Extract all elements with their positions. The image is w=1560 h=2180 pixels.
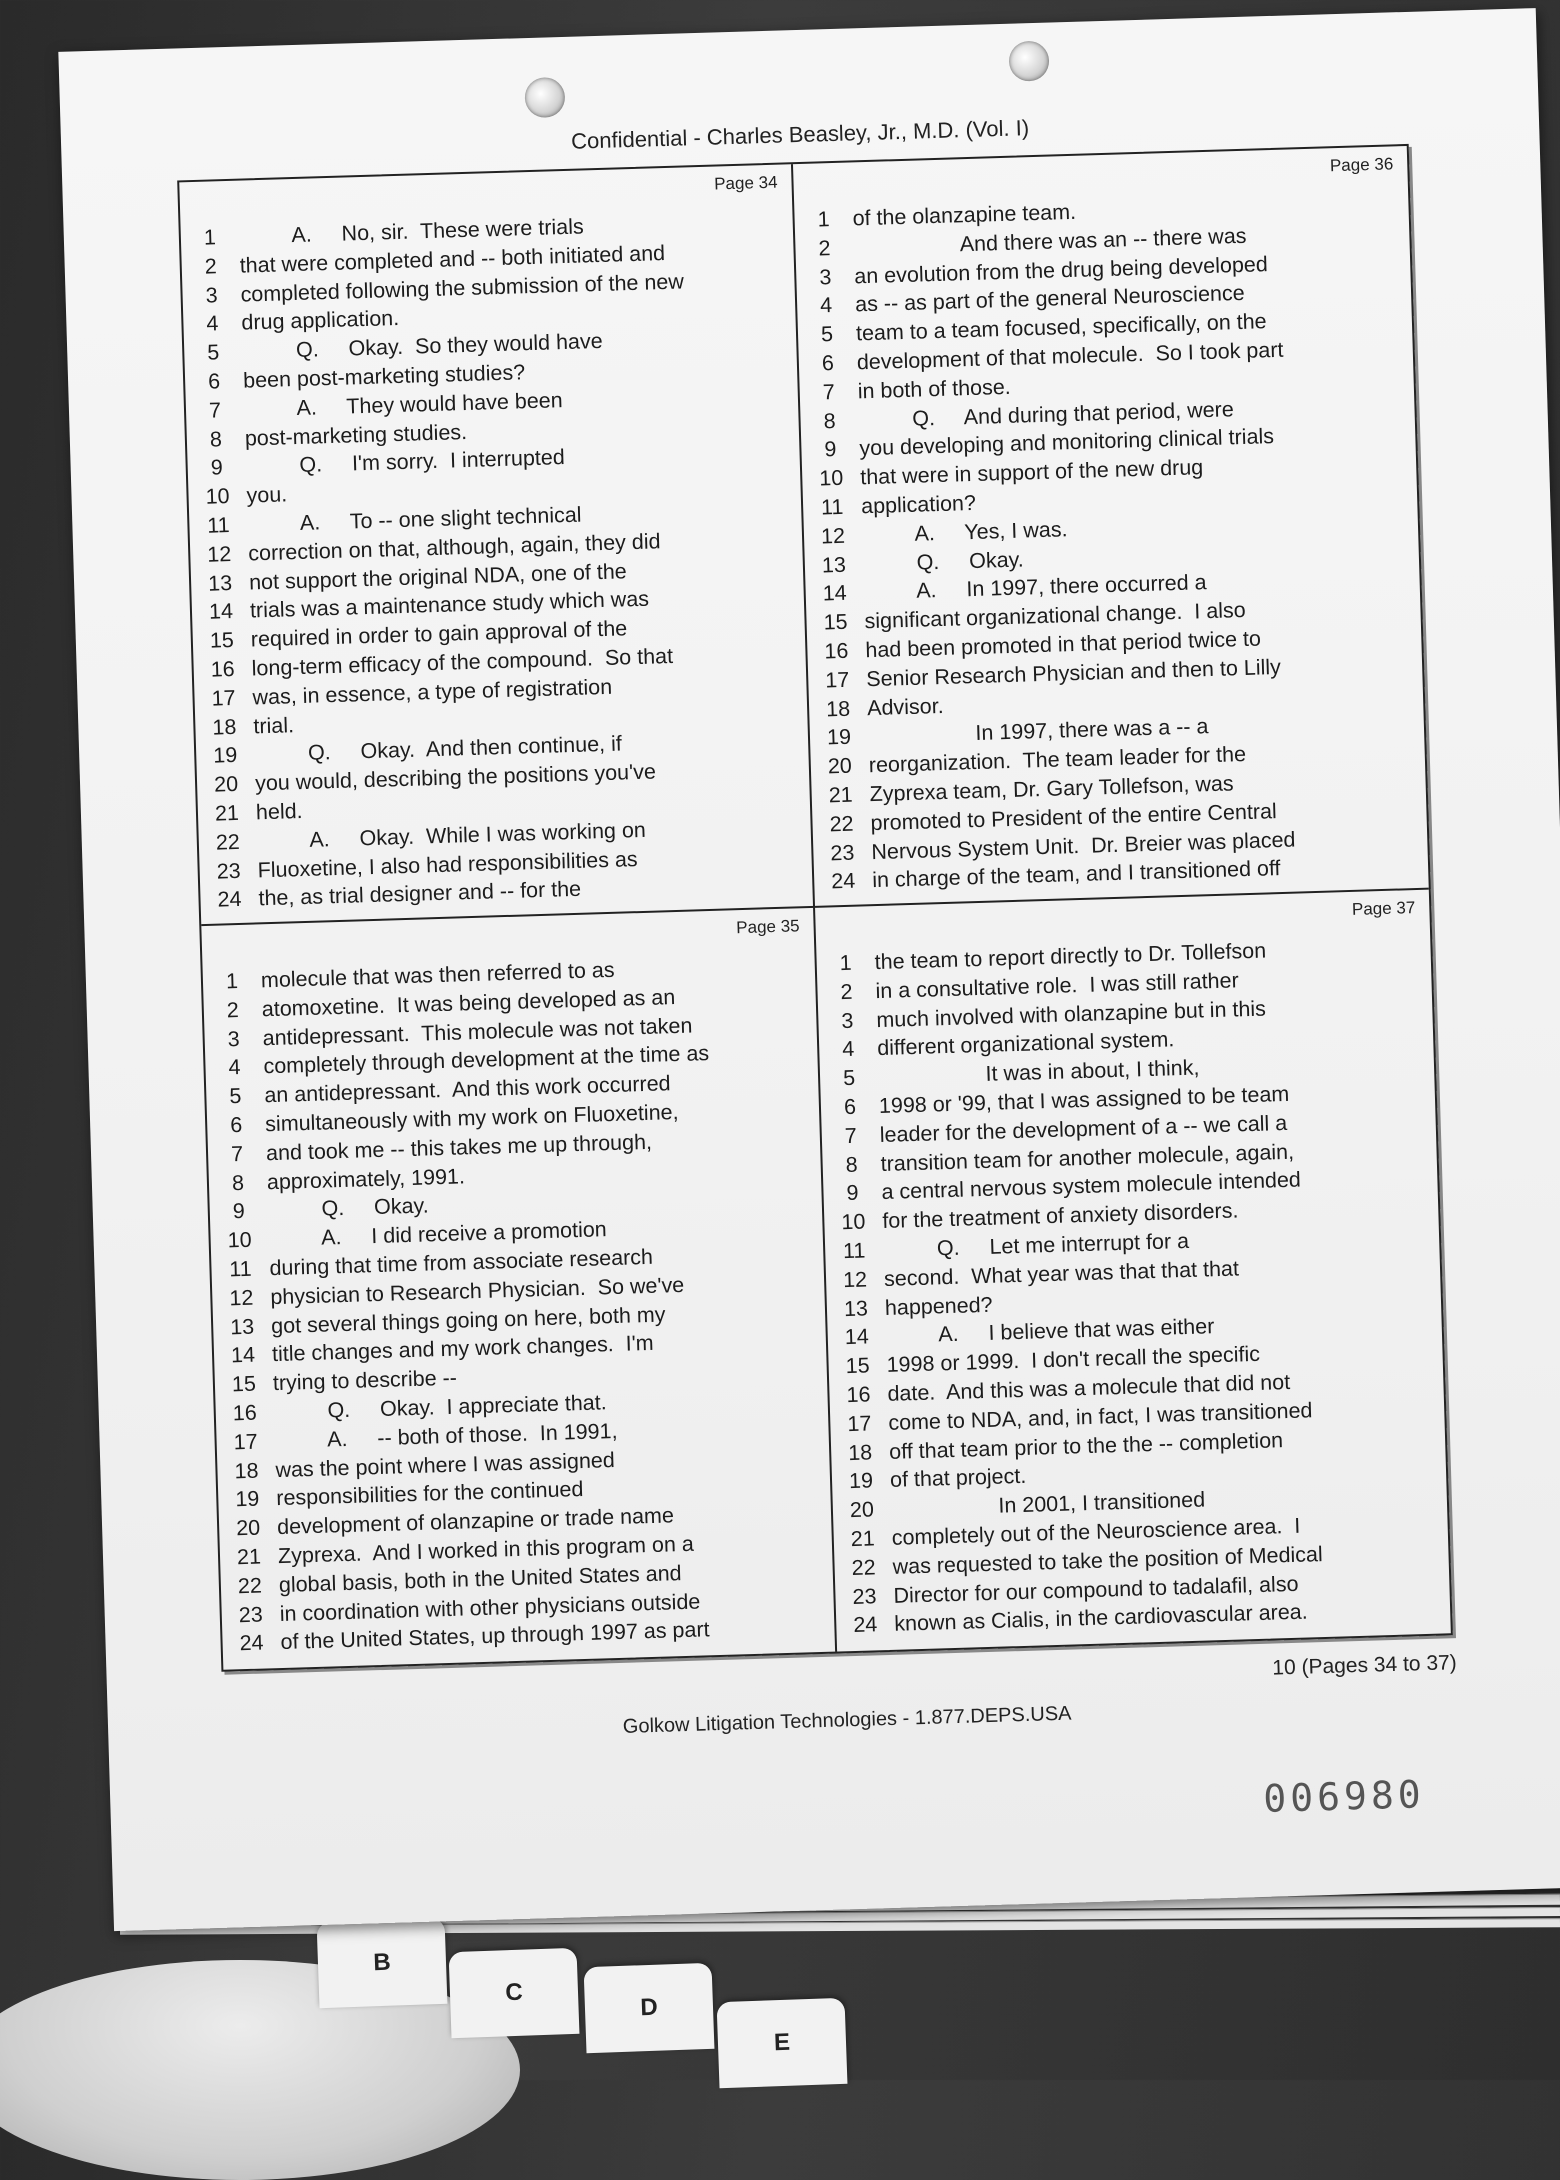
line-number: 4 [819,293,833,318]
bates-number: 006980 [1262,1772,1426,1821]
line-number: 6 [821,351,835,376]
line-number: 1 [839,950,853,976]
transcript-lines [203,950,835,1659]
line-text: global basis, both in the United States and [278,1560,682,1597]
line-number: 22 [829,811,854,837]
line-number: 10 [205,484,230,509]
line-number: 23 [852,1583,877,1609]
line-text: held. [255,798,303,825]
line-number: 8 [823,408,836,433]
line-text: long-term efficacy of the compound. So that [251,643,674,681]
line-number: 5 [229,1084,242,1109]
line-text: much involved with olanzapine but in this [876,996,1267,1032]
line-text: And there was an -- there was [853,223,1247,260]
line-number: 4 [841,1037,855,1062]
line-number: 3 [227,1026,241,1051]
line-number: 7 [822,379,836,405]
line-number: 6 [229,1112,243,1138]
line-number: 1 [225,969,239,994]
line-text: got several things going on here, both my [270,1302,666,1338]
line-text: the, as trial designer and -- for the [258,877,582,911]
line-text: antidepressant. This molecule was not taken [262,1013,693,1050]
line-number: 22 [215,829,241,855]
line-text: Zyprexa. And I worked in this program on a [277,1531,695,1568]
line-text: drug application. [241,306,400,335]
line-text: Q. Okay. I appreciate that. [273,1390,607,1425]
page-36-panel [793,146,1429,908]
line-number: 23 [216,858,241,884]
line-text: Q. Okay. And then continue, if [253,731,623,767]
line-text: you. [246,482,288,508]
line-number: 22 [237,1573,263,1598]
line-text: A. To -- one slight technical [247,502,582,537]
page-35-panel [201,908,837,1670]
line-number: 7 [844,1123,858,1148]
line-number: 5 [820,322,834,347]
line-number: 11 [820,494,844,520]
line-number: 9 [210,455,224,480]
line-text: In 2001, I transitioned [890,1487,1206,1522]
line-number: 13 [843,1296,869,1321]
line-number: 4 [206,311,219,337]
line-text: happened? [884,1292,993,1320]
line-number: 21 [236,1544,262,1570]
line-number: 2 [818,235,831,261]
line-number: 20 [849,1497,875,1523]
line-number: 18 [234,1458,259,1483]
line-text: in charge of the team, and I transitioned off [871,856,1281,893]
line-number: 23 [238,1602,264,1627]
line-text: been post-marketing studies? [242,360,526,393]
line-text: A. No, sir. These were trials [238,214,585,249]
line-number: 19 [826,725,852,750]
line-number: 17 [847,1411,872,1436]
line-number: 1 [203,225,217,250]
line-number: 16 [210,656,236,682]
line-text: in coordination with other physicians outside [279,1589,701,1626]
line-text: come to NDA, and, in fact, I was transitioned [887,1398,1313,1435]
line-number: 3 [818,264,832,290]
line-number: 24 [830,868,856,894]
line-text: trying to describe -- [272,1365,458,1396]
punch-hole [524,77,565,118]
line-number: 23 [830,840,855,865]
line-number: 12 [206,541,232,567]
line-text: of that project. [889,1464,1027,1493]
line-text: Q. Okay. So they would have [241,329,603,364]
line-text: In 1997, there was a -- a [867,714,1209,749]
line-text: during that time from associate research [269,1244,654,1281]
line-text: approximately, 1991. [266,1163,466,1194]
line-number: 13 [821,552,847,578]
page-label: Page 37 [1351,898,1416,919]
page-label: Page 34 [713,172,778,194]
line-text: trials was a maintenance study which was [249,587,650,623]
line-text: A. Yes, I was. [861,516,1068,548]
page-label: Page 36 [1329,154,1394,176]
line-number: 11 [842,1238,866,1264]
line-number: 5 [206,340,220,365]
line-number: 17 [211,685,236,711]
line-text: of the olanzapine team. [852,199,1077,231]
line-text: application? [860,490,977,519]
line-number: 21 [850,1526,876,1551]
line-text: was, in essence, a type of registration [252,674,613,710]
line-number: 14 [208,599,234,625]
line-number: 6 [207,369,221,394]
transcript-lines [180,206,812,915]
line-text: Senior Research Physician and then to Lilly [865,654,1282,691]
line-number: 7 [208,398,222,423]
page-range: 10 (Pages 34 to 37) [1271,1651,1458,1680]
line-text: physician to Research Physician. So we've [269,1272,685,1309]
line-text: an antidepressant. And this work occurred [264,1071,671,1108]
line-text: was requested to take the position of Medical [892,1541,1324,1579]
line-number: 7 [230,1141,244,1167]
line-number: 9 [824,437,837,462]
transcript-page [58,8,1560,1931]
line-text: A. In 1997, there occurred a [863,570,1207,605]
line-text: team to a team focused, specifically, on the [855,309,1267,346]
line-text: was the point where I was assigned [275,1447,616,1482]
line-number: 18 [847,1439,873,1465]
line-number: 13 [229,1314,255,1339]
line-text: different organizational system. [876,1027,1175,1061]
line-text: trial. [253,712,295,738]
line-number: 2 [840,979,853,1004]
line-text: you would, describing the positions you've [254,759,657,796]
line-number: 16 [232,1400,258,1426]
line-text: significant organizational change. I also [864,598,1247,634]
line-text: A. Okay. While I was working on [256,817,647,854]
line-text: a central nervous system molecule intended [881,1167,1302,1205]
line-number: 10 [818,466,844,491]
line-text: required in order to gain approval of the [250,616,628,652]
divider-tab-c[interactable]: C [449,1948,580,2038]
divider-tab-d[interactable]: D [584,1963,715,2053]
line-text: Advisor. [866,693,944,720]
line-number: 2 [204,254,218,279]
line-number: 12 [820,523,846,549]
line-text: that were in support of the new drug [859,455,1204,490]
line-number: 16 [824,638,849,664]
line-text: Q. Okay. [862,547,1025,576]
line-number: 20 [827,753,853,779]
line-text: not support the original NDA, one of the [248,558,628,595]
line-number: 13 [207,570,233,596]
line-text: an evolution from the drug being developed [853,251,1269,288]
line-text: A. -- both of those. In 1991, [274,1418,618,1453]
line-text: completely out of the Neuroscience area. I [891,1513,1301,1550]
line-number: 20 [213,772,239,797]
line-number: 3 [841,1008,854,1033]
line-number: 1 [817,207,830,232]
divider-tab-b[interactable]: B [317,1918,448,2008]
line-text: Fluoxetine, I also had responsibilities as [257,846,638,882]
line-number: 4 [228,1055,241,1080]
line-number: 12 [229,1285,254,1311]
line-text: that were completed and -- both initiated and [239,240,666,278]
transcript-lines [794,188,1428,897]
line-number: 22 [851,1555,876,1580]
line-number: 9 [846,1181,859,1206]
line-number: 11 [206,513,230,538]
line-number: 8 [209,426,223,452]
line-text: development of olanzapine or trade name [276,1503,675,1540]
line-number: 17 [824,667,850,693]
line-text: responsibilities for the continued [275,1477,584,1511]
line-number: 8 [231,1170,245,1195]
line-number: 12 [842,1267,868,1292]
line-number: 19 [235,1486,260,1512]
company-footer: Golkow Litigation Technologies - 1.877.DEPS.USA [622,1702,1072,1738]
line-number: 9 [232,1199,246,1224]
line-text: in both of those. [857,374,1012,404]
line-text: completed following the submission of the new [240,269,685,307]
divider-tab-e[interactable]: E [717,1998,848,2088]
line-number: 15 [231,1371,257,1397]
line-number: 2 [226,997,240,1023]
line-text: post-marketing studies. [244,419,468,451]
line-number: 19 [848,1468,874,1494]
line-number: 19 [212,743,238,768]
line-text: known as Cialis, in the cardiovascular area. [893,1599,1308,1637]
line-text: of the United States, up through 1997 as part [280,1617,710,1655]
line-text: reorganization. The team leader for the [868,742,1247,778]
line-text: Zyprexa team, Dr. Gary Tollefson, was [869,771,1234,807]
line-number: 24 [217,887,242,912]
line-number: 15 [209,628,235,653]
line-text: Q. And during that period, were [858,396,1235,432]
line-text: A. I did receive a promotion [268,1217,608,1252]
document-header: Confidential - Charles Beasley, Jr., M.D. (Vol. I) [570,115,1030,154]
transcript-frame [177,144,1453,1672]
line-text: Q. Let me interrupt for a [882,1228,1190,1262]
line-number: 8 [845,1152,859,1177]
line-text: Q. Okay. [267,1193,429,1223]
line-number: 5 [842,1065,856,1091]
line-text: molecule that was then referred to as [260,957,615,993]
line-number: 6 [843,1094,857,1120]
line-text: 1998 or '99, that I was assigned to be team [878,1081,1290,1119]
punch-hole [1008,41,1049,82]
line-text: Nervous System Unit. Dr. Breier was placed [871,827,1296,864]
line-text: for the treatment of anxiety disorders. [882,1198,1239,1234]
line-text: It was in about, I think, [877,1055,1200,1090]
transcript-lines [816,932,1450,1641]
line-text: you developing and monitoring clinical trials [859,424,1275,461]
line-text: Director for our compound to tadalafil, also [893,1571,1299,1608]
line-number: 10 [227,1227,252,1253]
line-text: development of that molecule. So I took part [856,337,1284,375]
line-text: second. What year was that that that [883,1256,1240,1291]
line-text: A. They would have been [243,387,563,422]
line-number: 3 [205,282,218,308]
line-text: title changes and my work changes. I'm [271,1331,654,1367]
line-text: had been promoted in that period twice to [865,626,1262,663]
line-text: completely through development at the time as [263,1041,710,1079]
line-text: and took me -- this takes me up through, [265,1129,653,1166]
line-text: off that team prior to the the -- completion [888,1427,1284,1464]
line-number: 11 [228,1256,253,1282]
line-text: in a consultative role. I was still rather [875,968,1240,1003]
line-text: the team to report directly to Dr. Tollefson [874,938,1267,975]
line-number: 20 [235,1515,261,1541]
line-text: correction on that, although, again, they did [247,529,661,566]
line-number: 21 [828,782,854,808]
line-text: promoted to President of the entire Central [870,798,1278,835]
line-number: 17 [233,1429,258,1455]
line-number: 16 [846,1382,871,1408]
line-number: 18 [212,714,237,740]
line-text: A. I believe that was either [885,1314,1215,1349]
line-number: 15 [845,1353,870,1379]
line-number: 10 [841,1209,866,1235]
line-number: 18 [825,696,851,721]
line-text: simultaneously with my work on Fluoxetine, [264,1099,679,1137]
page-37-panel [815,890,1451,1652]
line-text: leader for the development of a -- we call a [879,1110,1288,1147]
line-number: 14 [844,1324,870,1350]
line-number: 24 [853,1612,878,1638]
line-text: date. And this was a molecule that did not [887,1369,1291,1406]
page-34-panel [179,164,815,926]
line-text: as -- as part of the general Neuroscience [854,281,1245,317]
page-label: Page 35 [735,916,800,938]
line-number: 15 [823,609,848,635]
line-text: 1998 or 1999. I don't recall the specific [886,1342,1261,1378]
line-number: 21 [214,800,240,826]
line-number: 14 [230,1343,256,1368]
line-text: atomoxetine. It was being developed as an [261,984,676,1022]
line-number: 24 [239,1630,264,1656]
line-text: Q. I'm sorry. I interrupted [245,445,566,479]
line-text: transition team for another molecule, again, [880,1139,1295,1176]
line-number: 14 [822,581,848,606]
